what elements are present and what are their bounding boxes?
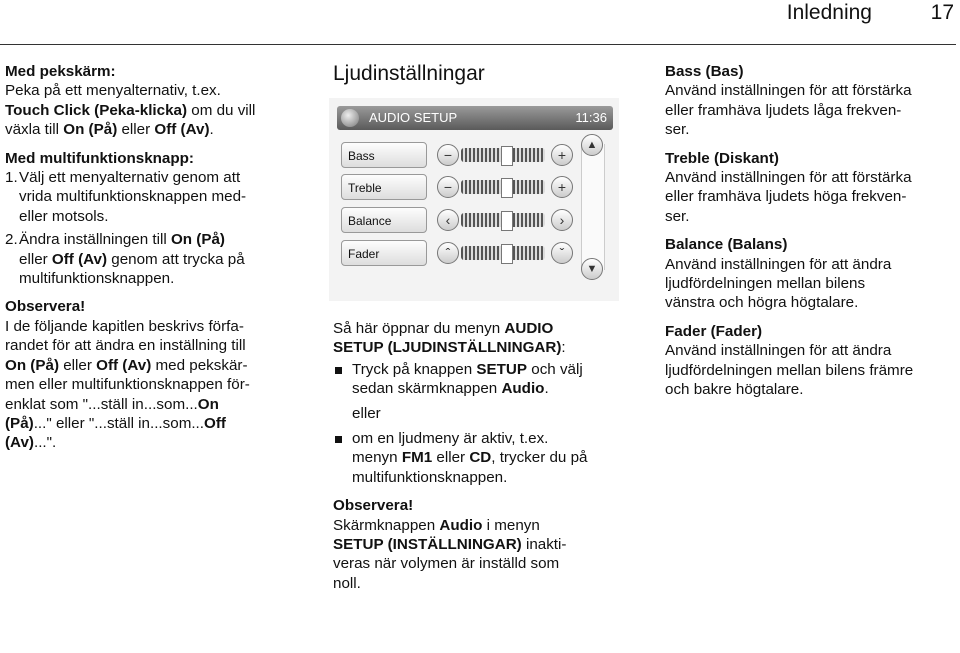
body-line: Använd inställningen för att ändra xyxy=(665,255,892,273)
screen-title: AUDIO SETUP xyxy=(369,110,458,125)
text: vrida multifunktionsknappen med- xyxy=(19,188,247,206)
term: SETUP (LJUDINSTÄLLNINGAR) xyxy=(333,339,562,357)
body-line: och bakre högtalare. xyxy=(665,381,804,399)
body-line: ser. xyxy=(665,121,690,139)
text: eller xyxy=(432,449,470,467)
body-line: ser. xyxy=(665,207,690,225)
term: Audio xyxy=(439,516,483,534)
line xyxy=(19,250,295,269)
scroll-up-icon: ▲ xyxy=(581,134,603,156)
page-header xyxy=(0,0,960,44)
balance-button: Balance xyxy=(341,207,427,233)
level-knob xyxy=(501,178,513,198)
term: On (På) xyxy=(5,356,60,374)
setting-row-balance xyxy=(341,207,577,235)
treble-button: Treble xyxy=(341,174,427,200)
body-line: ljudfördelningen mellan bilens xyxy=(665,275,866,293)
note-heading: Observera! xyxy=(333,497,414,515)
term: Touch Click (Peka-klicka) xyxy=(5,101,188,119)
fader-button: Fader xyxy=(341,240,427,266)
level-bar xyxy=(461,246,545,260)
list-item xyxy=(333,429,633,487)
text: inakti- xyxy=(521,536,567,554)
minus-icon: − xyxy=(437,176,459,198)
fader-heading: Fader (Fader) xyxy=(665,322,763,340)
level-knob xyxy=(501,146,513,166)
right-arrow-icon: › xyxy=(551,209,573,231)
treble-heading: Treble (Diskant) xyxy=(665,149,779,167)
text: genom att trycka på xyxy=(107,250,245,268)
note-line: randet för att ändra en inställning till xyxy=(5,337,246,355)
note-line xyxy=(333,535,633,554)
bass-heading: Bass (Bas) xyxy=(665,63,744,80)
down-arrow-icon: ˇ xyxy=(551,242,573,264)
column-middle xyxy=(333,62,633,593)
text: enklat som "...ställ in...som... xyxy=(5,395,198,413)
term: AUDIO xyxy=(504,320,554,337)
body-line: eller framhäva ljudets låga frekven- xyxy=(665,101,902,119)
intro-line xyxy=(333,338,633,357)
text: eller xyxy=(59,356,97,374)
list-item xyxy=(333,360,633,399)
setting-row-fader xyxy=(341,240,577,268)
text: växla till xyxy=(5,121,64,139)
text: eller xyxy=(19,250,52,268)
term: (På) xyxy=(5,414,34,432)
level-bar xyxy=(461,148,545,162)
line xyxy=(352,379,583,398)
or-text: eller xyxy=(352,404,381,422)
note-line: noll. xyxy=(333,574,361,592)
touch-line: Peka på ett menyalternativ, t.ex. xyxy=(5,82,221,100)
text: Välj ett menyalternativ genom att xyxy=(19,169,241,187)
body-line: Använd inställningen för att förstärka xyxy=(665,82,912,100)
text: . xyxy=(544,380,549,398)
body-line: eller framhäva ljudets höga frekven- xyxy=(665,188,907,206)
balance-heading: Balance (Balans) xyxy=(665,236,788,254)
text: ..." eller "...ställ in...som... xyxy=(33,414,204,432)
line xyxy=(352,360,583,379)
bass-button: Bass xyxy=(341,142,427,168)
audio-setup-screenshot xyxy=(329,98,619,301)
note-line xyxy=(333,516,633,535)
chapter-title: Inledning xyxy=(786,1,872,24)
term: On (På) xyxy=(170,231,225,249)
text: menyn xyxy=(352,449,402,467)
note-line: men eller multifunktionsknappen för- xyxy=(5,376,250,394)
level-bar xyxy=(461,213,545,227)
step-number: 1. xyxy=(5,169,18,187)
term: CD xyxy=(469,449,492,467)
bullet-text xyxy=(352,429,588,487)
term: Off (Av) xyxy=(51,250,108,268)
intro-line xyxy=(333,319,633,338)
note-line xyxy=(5,433,295,452)
audio-icon xyxy=(341,109,359,127)
text: multifunktionsknappen. xyxy=(19,270,175,288)
text: Ändra inställningen till xyxy=(19,231,171,249)
scroll-down-icon: ▼ xyxy=(581,258,603,280)
touch-line xyxy=(5,120,295,139)
term: Off (Av) xyxy=(154,121,210,139)
up-arrow-icon: ˆ xyxy=(437,242,459,264)
term: Audio xyxy=(501,380,545,398)
list-item xyxy=(5,230,295,288)
level-knob xyxy=(501,244,513,264)
screen-clock: 11:36 xyxy=(575,110,607,125)
minus-icon: − xyxy=(437,144,459,166)
level-bar xyxy=(461,180,545,194)
note-heading: Observera! xyxy=(5,298,86,316)
bullet-icon xyxy=(335,367,342,374)
line xyxy=(19,230,295,249)
step-number: 2. xyxy=(5,231,18,249)
column-left xyxy=(5,62,295,453)
text: Skärmknappen xyxy=(333,516,440,534)
term: FM1 xyxy=(401,449,433,467)
page-number: 17 xyxy=(930,1,954,24)
step-text xyxy=(19,168,295,226)
touch-line xyxy=(5,101,295,120)
plus-icon: + xyxy=(551,176,573,198)
step-text xyxy=(19,230,295,288)
plus-icon: + xyxy=(551,144,573,166)
text: eller motsols. xyxy=(19,207,109,225)
term: Off xyxy=(204,414,226,432)
term: (Av) xyxy=(5,434,34,452)
column-right xyxy=(665,62,955,400)
text: eller xyxy=(117,121,155,139)
term: SETUP (INSTÄLLNINGAR) xyxy=(333,536,522,554)
text: med pekskär- xyxy=(151,356,248,374)
text: ...". xyxy=(33,434,57,452)
line xyxy=(352,448,588,467)
text: Tryck på knappen xyxy=(352,360,477,378)
setting-row-treble xyxy=(341,174,577,202)
bullet-text xyxy=(352,360,583,399)
body-line: ljudfördelningen mellan bilens främre xyxy=(665,361,914,379)
note-line xyxy=(5,414,295,433)
level-knob xyxy=(501,211,513,231)
section-title: Ljudinställningar xyxy=(333,62,485,85)
text: : xyxy=(561,339,566,357)
text: om en ljudmeny är aktiv, t.ex. xyxy=(352,430,549,448)
note-line: I de följande kapitlen beskrivs förfa- xyxy=(5,317,244,335)
bullet-icon xyxy=(335,436,342,443)
note-line xyxy=(5,356,295,375)
note-line xyxy=(5,395,295,414)
body-line: Använd inställningen för att förstärka xyxy=(665,169,912,187)
body-line: vänstra och högra högtalare. xyxy=(665,294,859,312)
touch-heading: Med pekskärm: xyxy=(5,63,116,80)
text: . xyxy=(209,121,214,139)
text: i menyn xyxy=(482,516,540,534)
list-item xyxy=(5,168,295,226)
knob-heading: Med multifunktionsknapp: xyxy=(5,149,194,167)
term: On (På) xyxy=(63,121,118,139)
text: och välj xyxy=(527,360,583,378)
body-line: Använd inställningen för att ändra xyxy=(665,342,892,360)
note-line: veras när volymen är inställd som xyxy=(333,555,560,573)
text: sedan skärmknappen xyxy=(352,380,502,398)
setting-row-bass xyxy=(341,142,577,170)
left-arrow-icon: ‹ xyxy=(437,209,459,231)
term: On xyxy=(197,395,219,413)
text: om du vill xyxy=(187,101,256,119)
term: Off (Av) xyxy=(96,356,152,374)
header-rule xyxy=(0,44,956,45)
term: SETUP xyxy=(476,360,528,378)
scrollbar xyxy=(581,139,605,275)
text: Så här öppnar du menyn xyxy=(333,320,505,337)
text: , trycker du på xyxy=(491,449,588,467)
screen-titlebar xyxy=(337,106,613,130)
text: multifunktionsknappen. xyxy=(352,468,508,486)
